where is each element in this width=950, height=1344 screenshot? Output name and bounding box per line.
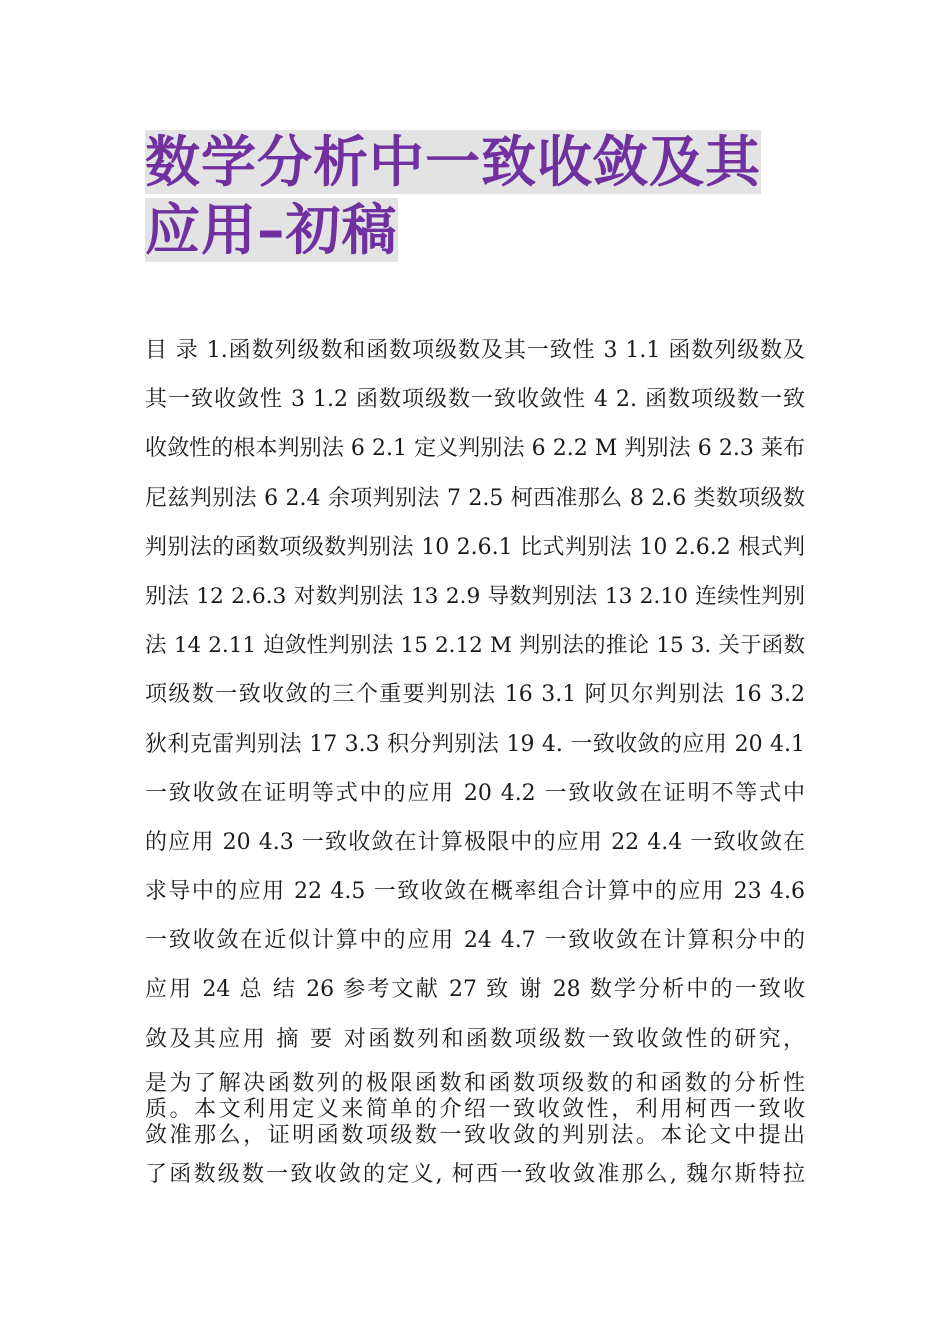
body-line: 一致收敛在近似计算中的应用 24 4.7 一致收敛在计算积分中的 bbox=[145, 928, 805, 954]
body-line: 目 录 1.函数列级数和函数项级数及其一致性 3 1.1 函数列级数及 bbox=[145, 338, 805, 363]
body-line: 其一致收敛性 3 1.2 函数项级数一致收敛性 4 2. 函数项级数一致 bbox=[145, 387, 805, 413]
body-line: 项级数一致收敛的三个重要判别法 16 3.1 阿贝尔判别法 16 3.2 bbox=[145, 682, 805, 708]
body-line: 判别法的函数项级数判别法 10 2.6.1 比式判别法 10 2.6.2 根式判 bbox=[145, 534, 805, 560]
document-title bbox=[145, 128, 805, 264]
abstract-line: 敛准那么，证明函数项级数一致收敛的判别法。本论文中提出 bbox=[145, 1123, 805, 1148]
title-line-2: 应用–初稿 bbox=[145, 198, 398, 262]
abstract-line: 了函数级数一致收敛的定义, 柯西一致收敛准那么, 魏尔斯特拉 bbox=[145, 1162, 805, 1187]
body-line: 敛及其应用 摘 要 对函数列和函数项级数一致收敛性的研究， bbox=[145, 1026, 805, 1052]
abstract-text bbox=[145, 1071, 805, 1188]
body-line: 应用 24 总 结 26 参考文献 27 致 谢 28 数学分析中的一致收 bbox=[145, 977, 805, 1003]
body-line: 的应用 20 4.3 一致收敛在计算极限中的应用 22 4.4 一致收敛在 bbox=[145, 829, 805, 855]
abstract-line: 是为了解决函数列的极限函数和函数项级数的和函数的分析性 bbox=[145, 1071, 805, 1096]
body-line: 别法 12 2.6.3 对数判别法 13 2.9 导数判别法 13 2.10 连续性判别 bbox=[145, 583, 805, 609]
title-line-1: 数学分析中一致收敛及其 bbox=[145, 130, 762, 194]
abstract-line: 质。本文利用定义来简单的介绍一致收敛性，利用柯西一致收 bbox=[145, 1097, 805, 1122]
body-line: 尼兹判别法 6 2.4 余项判别法 7 2.5 柯西准那么 8 2.6 类数项级数 bbox=[145, 485, 805, 511]
body-line: 法 14 2.11 迫敛性判别法 15 2.12 M 判别法的推论 15 3. 关于函数 bbox=[145, 633, 805, 659]
body-line: 狄利克雷判别法 17 3.3 积分判别法 19 4. 一致收敛的应用 20 4.1 bbox=[145, 731, 805, 757]
body-line: 收敛性的根本判别法 6 2.1 定义判别法 6 2.2 M 判别法 6 2.3 莱布 bbox=[145, 436, 805, 462]
body-line: 一致收敛在证明等式中的应用 20 4.2 一致收敛在证明不等式中 bbox=[145, 780, 805, 806]
body-line: 求导中的应用 22 4.5 一致收敛在概率组合计算中的应用 23 4.6 bbox=[145, 879, 805, 905]
table-of-contents-text bbox=[145, 326, 805, 1064]
